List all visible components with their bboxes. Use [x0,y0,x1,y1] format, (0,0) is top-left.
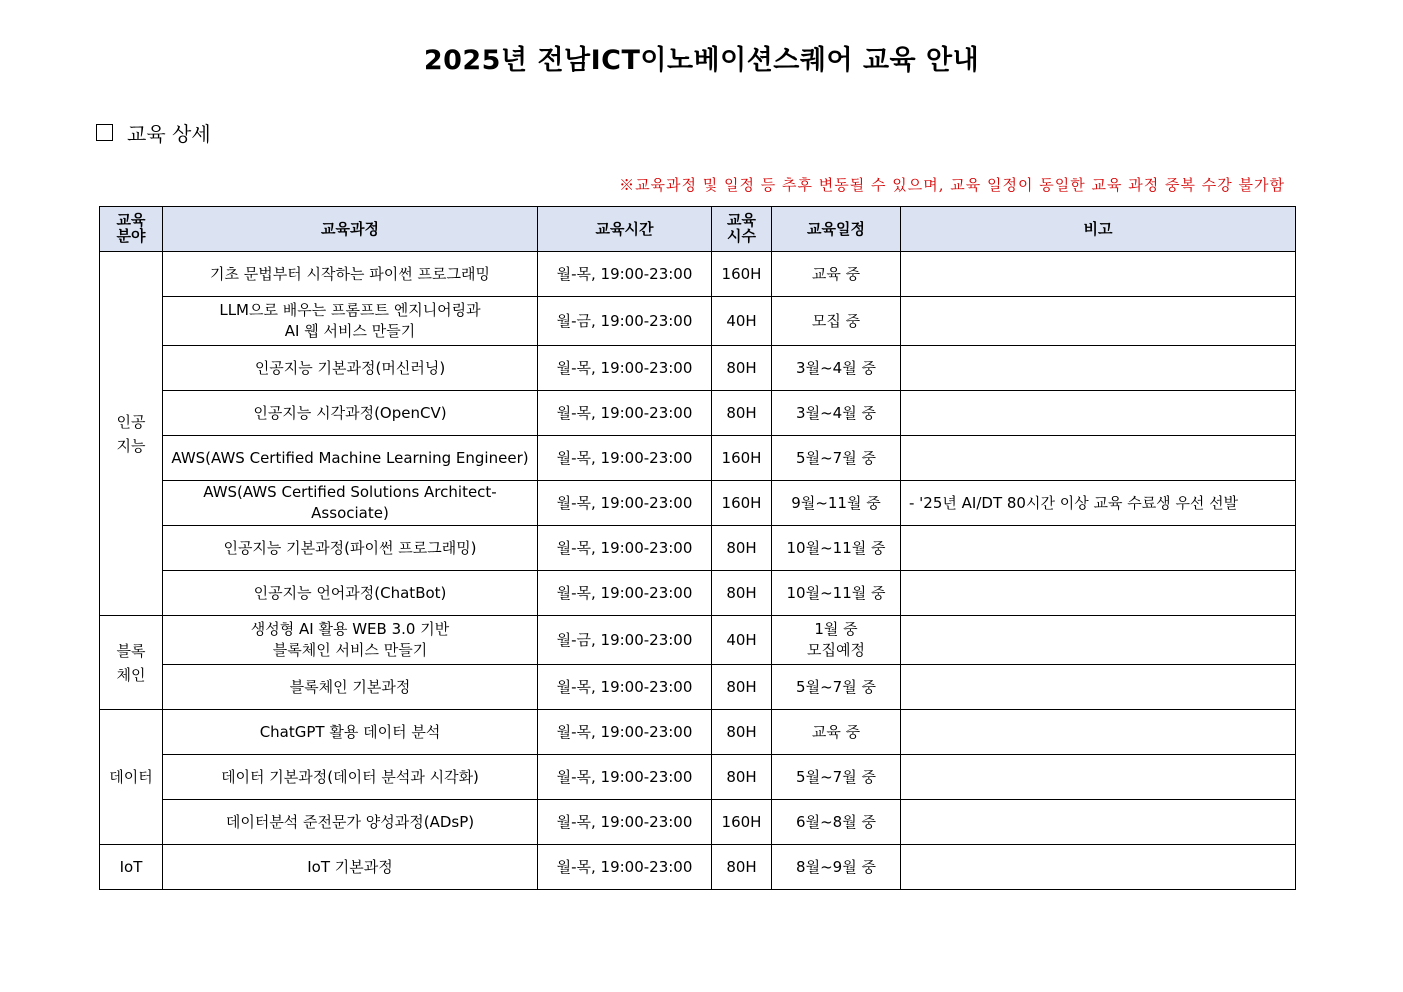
time-cell [538,665,712,710]
field-cell [100,710,163,845]
note-cell [901,800,1296,845]
course-value: 기초 문법부터 시작하는 파이썬 프로그래밍 [210,264,490,283]
hours-cell [712,526,772,571]
hours-value: 80H [726,857,757,876]
time-value: 월-목, 19:00-23:00 [556,812,693,831]
table-row [100,616,1296,665]
time-cell [538,845,712,890]
table-row [100,755,1296,800]
time-cell [538,481,712,526]
table-row [100,665,1296,710]
hours-value: 80H [726,677,757,696]
table-row [100,845,1296,890]
time-cell [538,252,712,297]
time-value: 월-목, 19:00-23:00 [556,493,693,512]
hours-value: 80H [726,722,757,741]
hours-cell [712,436,772,481]
course-value: ChatGPT 활용 데이터 분석 [259,722,441,741]
field-cell [100,845,163,890]
note-cell [901,436,1296,481]
hours-cell [712,800,772,845]
schedule-value: 교육 중 [811,264,861,283]
schedule-value: 3월~4월 중 [796,403,876,422]
time-cell [538,346,712,391]
time-cell [538,436,712,481]
time-value: 월-금, 19:00-23:00 [556,630,693,649]
course-value: LLM으로 배우는 프롬프트 엔지니어링과 AI 웹 서비스 만들기 [219,301,481,340]
table-header-row [100,207,1296,252]
course-cell [163,571,538,616]
schedule-cell [772,755,901,800]
schedule-cell [772,571,901,616]
time-value: 월-목, 19:00-23:00 [556,857,693,876]
schedule-value: 9월~11월 중 [791,493,881,512]
time-cell [538,710,712,755]
table-row [100,436,1296,481]
table-row [100,800,1296,845]
schedule-value: 5월~7월 중 [796,677,876,696]
hours-cell [712,665,772,710]
time-value: 월-목, 19:00-23:00 [556,264,693,283]
course-cell [163,526,538,571]
schedule-value: 모집 중 [811,311,861,330]
note-cell [901,845,1296,890]
time-value: 월-목, 19:00-23:00 [556,583,693,602]
hours-cell [712,755,772,800]
time-cell [538,571,712,616]
schedule-cell [772,526,901,571]
course-value: 데이터 기본과정(데이터 분석과 시각화) [221,767,479,786]
course-cell [163,616,538,665]
course-cell [163,252,538,297]
hours-cell [712,346,772,391]
schedule-value: 6월~8월 중 [796,812,876,831]
time-value: 월-목, 19:00-23:00 [556,538,693,557]
hours-cell [712,391,772,436]
course-cell [163,665,538,710]
hours-cell [712,252,772,297]
course-value: 블록체인 기본과정 [289,677,411,696]
hours-value: 40H [726,630,757,649]
header-hours: 교육 시수 [712,207,772,252]
header-course: 교육과정 [163,207,538,252]
note-cell [901,297,1296,346]
schedule-cell [772,481,901,526]
schedule-cell [772,436,901,481]
hours-cell [712,297,772,346]
time-value: 월-목, 19:00-23:00 [556,403,693,422]
field-cell [100,252,163,616]
schedule-value: 8월~9월 중 [796,857,876,876]
hours-cell [712,571,772,616]
time-value: 월-목, 19:00-23:00 [556,767,693,786]
time-cell [538,526,712,571]
table-row [100,297,1296,346]
schedule-cell [772,800,901,845]
header-schedule: 교육일정 [772,207,901,252]
schedule-cell [772,391,901,436]
table-row [100,481,1296,526]
note-cell [901,616,1296,665]
course-cell [163,755,538,800]
table-row [100,391,1296,436]
note-cell [901,665,1296,710]
header-time: 교육시간 [538,207,712,252]
hours-cell [712,481,772,526]
schedule-cell [772,297,901,346]
field-label: 인공 지능 [116,412,146,455]
hours-value: 160H [721,264,762,283]
time-cell [538,391,712,436]
course-value: 생성형 AI 활용 WEB 3.0 기반 블록체인 서비스 만들기 [250,620,450,659]
course-cell [163,845,538,890]
field-cell [100,616,163,710]
course-cell [163,391,538,436]
header-field: 교육 분야 [100,207,163,252]
time-cell [538,297,712,346]
note-cell [901,710,1296,755]
course-value: 인공지능 언어과정(ChatBot) [253,583,447,602]
field-label: IoT [119,858,143,876]
note-cell [901,526,1296,571]
schedule-cell [772,710,901,755]
page-title: 2025년 전남ICT이노베이션스퀘어 교육 안내 [423,45,980,76]
note-cell [901,755,1296,800]
schedule-cell [772,845,901,890]
note-cell [901,391,1296,436]
hours-value: 80H [726,358,757,377]
schedule-cell [772,665,901,710]
schedule-cell [772,346,901,391]
time-value: 월-목, 19:00-23:00 [556,677,693,696]
schedule-value: 10월~11월 중 [786,538,886,557]
field-label: 데이터 [109,768,153,786]
hours-value: 40H [726,311,757,330]
schedule-value: 10월~11월 중 [786,583,886,602]
hours-cell [712,710,772,755]
schedule-cell [772,616,901,665]
schedule-value: 5월~7월 중 [796,448,876,467]
section-heading [96,118,211,147]
time-cell [538,800,712,845]
note-cell [901,346,1296,391]
schedule-value: 5월~7월 중 [796,767,876,786]
hours-value: 80H [726,538,757,557]
notice-text: ※교육과정 및 일정 등 추후 변동될 수 있으며, 교육 일정이 동일한 교육 과정 중복 수강 불가함 [619,176,1285,194]
table-row [100,346,1296,391]
course-value: AWS(AWS Certified Machine Learning Engineer) [171,448,529,467]
note-cell [901,481,1296,526]
course-cell [163,436,538,481]
course-cell [163,346,538,391]
course-cell [163,297,538,346]
schedule-value: 1월 중 모집예정 [807,620,865,659]
checkbox-square-icon [96,124,113,141]
table-row [100,252,1296,297]
hours-value: 80H [726,403,757,422]
course-cell [163,710,538,755]
table-row [100,526,1296,571]
course-value: 데이터분석 준전문가 양성과정(ADsP) [225,812,475,831]
schedule-cell [772,252,901,297]
hours-value: 160H [721,812,762,831]
time-value: 월-목, 19:00-23:00 [556,358,693,377]
hours-cell [712,616,772,665]
time-cell [538,616,712,665]
section-heading-label: 교육 상세 [127,122,211,146]
course-cell [163,481,538,526]
course-value: 인공지능 시각과정(OpenCV) [253,403,447,422]
time-value: 월-금, 19:00-23:00 [556,311,693,330]
note-value: - '25년 AI/DT 80시간 이상 교육 수료생 우선 선발 [909,493,1239,512]
time-cell [538,755,712,800]
hours-value: 80H [726,767,757,786]
note-cell [901,571,1296,616]
field-label: 블록 체인 [116,641,146,684]
time-value: 월-목, 19:00-23:00 [556,722,693,741]
note-cell [901,252,1296,297]
hours-value: 80H [726,583,757,602]
hours-value: 160H [721,493,762,512]
course-cell [163,800,538,845]
course-schedule-table [99,206,1296,890]
time-value: 월-목, 19:00-23:00 [556,448,693,467]
schedule-value: 3월~4월 중 [796,358,876,377]
hours-value: 160H [721,448,762,467]
schedule-value: 교육 중 [811,722,861,741]
course-value: IoT 기본과정 [307,857,393,876]
course-value: 인공지능 기본과정(머신러닝) [254,358,446,377]
table-row [100,571,1296,616]
table-row [100,710,1296,755]
hours-cell [712,845,772,890]
course-value: AWS(AWS Certified Solutions Architect-Associate) [203,483,497,522]
header-note: 비고 [901,207,1296,252]
course-value: 인공지능 기본과정(파이썬 프로그래밍) [223,538,477,557]
